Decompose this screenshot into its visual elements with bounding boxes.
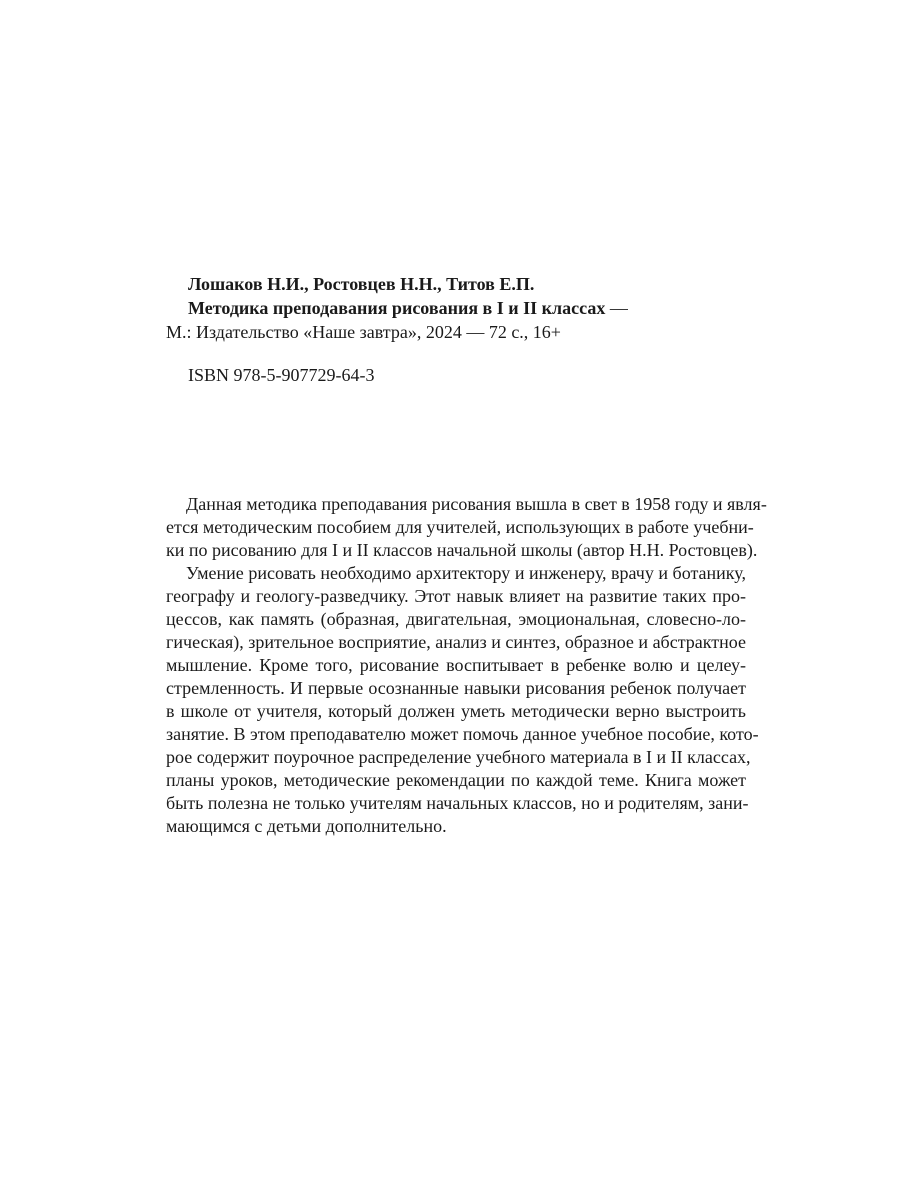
annotation-line: гическая), зрительное восприятие, анализ и синтез, образное и абстрактное xyxy=(166,632,746,652)
annotation-line: географу и геологу-разведчику. Этот навык влияет на развитие таких про- xyxy=(166,586,746,606)
annotation-line: цессов, как память (образная, двигательная, эмоциональная, словесно-ло- xyxy=(166,609,746,629)
annotation-line: Умение рисовать необходимо архитектору и инженеру, врачу и ботанику, xyxy=(186,563,746,583)
publisher-info: М.: Издательство «Наше завтра», 2024 — 72 с., 16+ xyxy=(166,322,561,342)
annotation-line: стремленность. И первые осознанные навыки рисования ребенок получает xyxy=(166,678,746,698)
annotation-line: мающимся с детьми дополнительно. xyxy=(166,816,447,836)
authors: Лошаков Н.И., Ростовцев Н.Н., Титов Е.П. xyxy=(188,274,535,294)
title-dash: — xyxy=(605,298,628,318)
annotation-line: мышление. Кроме того, рисование воспитывает в ребенке волю и целеу- xyxy=(166,655,746,675)
book-title: Методика преподавания рисования в I и II классах xyxy=(188,298,606,318)
isbn: ISBN 978-5-907729-64-3 xyxy=(188,365,375,385)
book-title-line xyxy=(166,296,746,320)
annotation-line: планы уроков, методические рекомендации по каждой теме. Книга может xyxy=(166,770,746,790)
bibliographic-record xyxy=(166,272,746,344)
annotation-line: рое содержит поурочное распределение учебного материала в I и II классах, xyxy=(166,747,751,767)
annotation-line: занятие. В этом преподавателю может помочь данное учебное пособие, кото- xyxy=(166,724,759,744)
annotation-line: быть полезна не только учителям начальных классов, но и родителям, зани- xyxy=(166,793,749,813)
annotation xyxy=(166,493,767,838)
annotation-line: ки по рисованию для I и II классов начальной школы (автор Н.Н. Ростовцев). xyxy=(166,540,758,560)
annotation-line: ется методическим пособием для учителей, использующих в работе учебни- xyxy=(166,517,754,537)
annotation-line: Данная методика преподавания рисования вышла в свет в 1958 году и явля- xyxy=(186,494,767,514)
annotation-line: в школе от учителя, который должен уметь методически верно выстроить xyxy=(166,701,746,721)
